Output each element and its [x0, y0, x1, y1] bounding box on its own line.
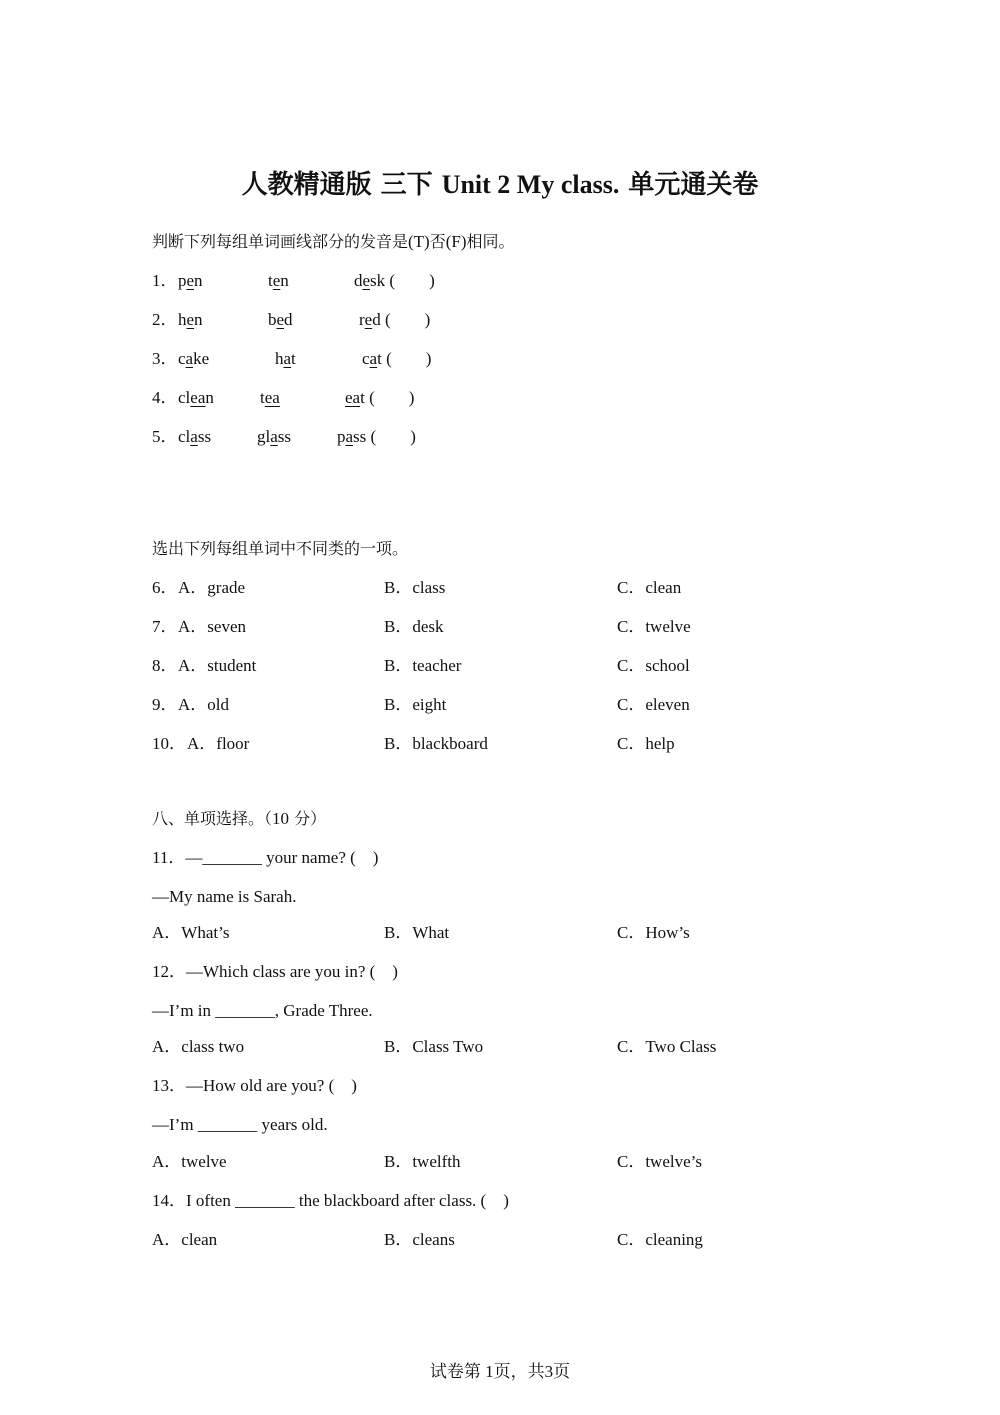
- phonics-word: ten: [268, 271, 289, 290]
- q12-option-c: C．Two Class: [617, 1037, 717, 1056]
- q13-option-c: C．twelve’s: [617, 1152, 702, 1171]
- option-a: A．student: [178, 656, 257, 675]
- item-number: 6．: [152, 578, 178, 597]
- item-number: 1．: [152, 271, 178, 290]
- page-footer: 试卷第 1页，共3页: [429, 1362, 571, 1381]
- underlined-sound: ea: [190, 388, 206, 407]
- phonics-word: clean: [178, 388, 214, 407]
- phonics-word: tea: [260, 388, 280, 407]
- title-cjk-suffix: 单元通关卷: [628, 170, 759, 200]
- option-b: B．eight: [384, 695, 447, 714]
- phonics-word: desk ( ): [354, 271, 435, 290]
- title-latin: Unit 2 My class.: [441, 170, 620, 199]
- underlined-sound: ea: [345, 388, 361, 407]
- underlined-sound: a: [345, 427, 354, 446]
- underlined-sound: e: [186, 310, 195, 329]
- underlined-sound: a: [185, 349, 194, 368]
- q13-stem: 13．—How old are you? ( ): [152, 1076, 357, 1095]
- answer-parentheses: ( ): [386, 349, 432, 368]
- q11-option-b: B．What: [384, 923, 450, 942]
- q14-option-c: C．cleaning: [617, 1230, 703, 1249]
- option-b: B．class: [384, 578, 446, 597]
- phonics-word: class: [178, 427, 212, 446]
- underlined-sound: e: [186, 271, 195, 290]
- q11-option-a: A．What’s: [152, 923, 230, 942]
- phonics-word: pen: [178, 271, 203, 290]
- item-number: 3．: [152, 349, 178, 368]
- underlined-sound: a: [369, 349, 378, 368]
- q13-answer: —I’m _______ years old.: [152, 1115, 328, 1134]
- answer-parentheses: ( ): [384, 310, 431, 329]
- phonics-word: pass ( ): [337, 427, 416, 446]
- q13-option-a: A．twelve: [152, 1152, 227, 1171]
- answer-parentheses: ( ): [389, 271, 435, 290]
- phonics-word: bed: [268, 310, 293, 329]
- q12-stem: 12．—Which class are you in? ( ): [152, 962, 398, 981]
- item-number: 2．: [152, 310, 178, 329]
- q12-answer: —I’m in _______, Grade Three.: [152, 1001, 373, 1020]
- q12-option-b: B．Class Two: [384, 1037, 484, 1056]
- q14-option-b: B．cleans: [384, 1230, 455, 1249]
- q14-option-a: A．clean: [152, 1230, 218, 1249]
- q11-option-c: C．How’s: [617, 923, 690, 942]
- answer-parentheses: ( ): [369, 388, 415, 407]
- phonics-word: cake: [178, 349, 210, 368]
- q12-option-a: A．class two: [152, 1037, 245, 1056]
- section1-instruction: 判断下列每组单词画线部分的发音是(T)否(F)相同。: [152, 232, 515, 251]
- underlined-sound: e: [276, 310, 285, 329]
- phonics-word: hat: [275, 349, 296, 368]
- option-a: A．grade: [178, 578, 246, 597]
- item-number: 8．: [152, 656, 178, 675]
- underlined-sound: a: [283, 349, 292, 368]
- option-c: C．clean: [617, 578, 682, 597]
- q13-option-b: B．twelfth: [384, 1152, 461, 1171]
- option-a: A．floor: [187, 734, 250, 753]
- underlined-sound: e: [272, 271, 281, 290]
- phonics-word: cat ( ): [362, 349, 432, 368]
- title-cjk-prefix: 人教精通版 三下: [241, 170, 433, 200]
- underlined-sound: e: [364, 310, 373, 329]
- option-c: C．school: [617, 656, 690, 675]
- answer-parentheses: ( ): [370, 427, 416, 446]
- underlined-sound: e: [362, 271, 371, 290]
- section3-heading: 八、单项选择。（10 分）: [152, 809, 327, 828]
- item-number: 4．: [152, 388, 178, 407]
- underlined-sound: a: [190, 427, 198, 446]
- item-number: 7．: [152, 617, 178, 636]
- underlined-sound: a: [270, 427, 278, 446]
- page-title: [0, 168, 1000, 202]
- option-b: B．teacher: [384, 656, 462, 675]
- item-number: 10．: [152, 734, 186, 753]
- option-c: C．eleven: [617, 695, 690, 714]
- section2-instruction: 选出下列每组单词中不同类的一项。: [152, 539, 409, 558]
- q11-answer: —My name is Sarah.: [152, 887, 297, 906]
- phonics-word: eat ( ): [345, 388, 415, 407]
- option-b: B．desk: [384, 617, 444, 636]
- phonics-word: red ( ): [359, 310, 431, 329]
- option-b: B．blackboard: [384, 734, 488, 753]
- underlined-sound: ea: [264, 388, 280, 407]
- option-c: C．twelve: [617, 617, 691, 636]
- item-number: 9．: [152, 695, 178, 714]
- option-c: C．help: [617, 734, 675, 753]
- q11-stem: 11．—_______ your name? ( ): [152, 848, 379, 867]
- phonics-word: hen: [178, 310, 203, 329]
- option-a: A．seven: [178, 617, 246, 636]
- option-a: A．old: [178, 695, 229, 714]
- phonics-word: glass: [257, 427, 292, 446]
- item-number: 5．: [152, 427, 178, 446]
- q14-stem: 14．I often _______ the blackboard after class. ( ): [152, 1191, 509, 1210]
